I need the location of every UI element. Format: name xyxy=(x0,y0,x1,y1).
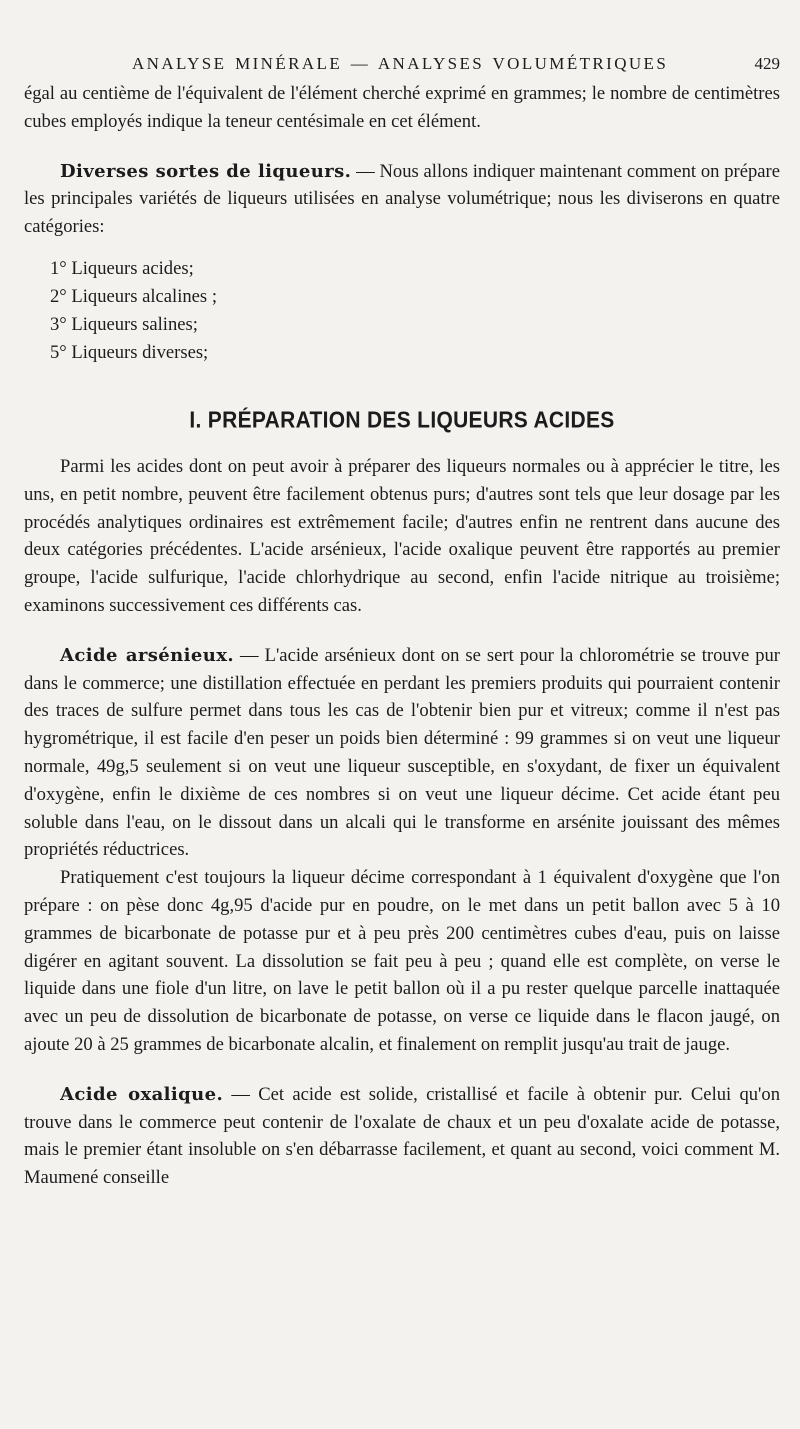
section-heading: I. PRÉPARATION DES LIQUEURS ACIDES xyxy=(189,407,615,434)
list-item: 3° Liqueurs salines; xyxy=(50,313,198,335)
arsenieux-paragraph-2: Pratiquement c'est toujours la liqueur décime correspondant à 1 équivalent d'oxygène que l'on prépare : on pèse donc 4g,95 d'acide pur en poudre, on le met dans un petit ballon avec 5 à 10 grammes de bicarbonate de potasse pur et à peu près 200 centimètres cubes d'eau, puis on laisse digérer en agitant souvent. La dissolution se fait peu à peu ; quand elle est complète, on verse le liquide dans une fiole d'un litre, on lave le petit ballon où il a pu rester quelque parcelle inattaquée avec un peu de dissolution de bicarbonate de potasse, on verse ce liquide dans le flacon jaugé, on ajoute 20 à 25 grammes de bicarbonate alcalin, et finalement on remplit jusqu'au trait de jauge. xyxy=(24,867,780,1055)
arsenieux-lead: Acide arsénieux. xyxy=(60,644,235,666)
oxalique-lead: Acide oxalique. xyxy=(60,1083,224,1105)
liqueurs-list xyxy=(24,255,780,367)
sortes-lead: Diverses sortes de liqueurs. xyxy=(60,160,352,182)
running-head xyxy=(24,50,780,80)
sortes-paragraph xyxy=(24,158,780,241)
oxalique-text: — Cet acide est solide, cristallisé et facile à obtenir pur. Celui qu'on trouve dans le commerce peut contenir de l'oxalate de chaux et un peu d'oxalate acide de potasse, mais le premier étant insoluble on s'en débarrasse facilement, et quant au second, voici comment M. Maumené conseille xyxy=(24,1083,780,1189)
body-text xyxy=(24,80,780,1192)
running-title: ANALYSE MINÉRALE — ANALYSES VOLUMÉTRIQUES xyxy=(132,54,669,73)
list-item: 1° Liqueurs acides; xyxy=(50,257,194,279)
arsenieux-text: — L'acide arsénieux dont on se sert pour la chlorométrie se trouve pur dans le commerce; une distillation effectuée en perdant les premiers produits qui pourraient contenir des traces de sulfure permet dans tous les cas de l'obtenir bien pur et vitreux; comme il n'est pas hygrométrique, il est facile d'en peser un poids bien déterminé : 99 grammes si on veut une liqueur normale, 49g,5 seulement si on veut une liqueur susceptible, en s'oxydant, de fixer un équivalent d'oxygène, enfin le dixième de ces nombres si on veut une liqueur décime. Cet acide étant peu soluble dans l'eau, on le dissout dans un alcali qui le transforme en arsénite jouissant des mêmes propriétés réductrices. xyxy=(24,644,780,861)
sortes-text: — Nous allons indiquer maintenant comment on prépare les principales variétés de liqueurs utilisées en analyse volumétrique; nous les diviserons en quatre catégories: xyxy=(24,160,780,238)
section-paragraph: Parmi les acides dont on peut avoir à préparer des liqueurs normales ou à apprécier le titre, les uns, en petit nombre, peuvent être facilement obtenus purs; d'autres sont tels que leur dosage par les procédés analytiques ordinaires est extrêmement facile; d'autres enfin ne rentrent dans aucune des deux catégories précédentes. L'acide arsénieux, l'acide oxalique peuvent être rapportés au premier groupe, l'acide sulfurique, l'acide chlorhydrique au second, enfin l'acide nitrique au troisième; examinons successivement ces différents cas. xyxy=(24,455,780,616)
list-item: 2° Liqueurs alcalines ; xyxy=(50,285,217,307)
page-number: 429 xyxy=(754,54,780,73)
oxalique-paragraph xyxy=(24,1081,780,1192)
intro-paragraph: égal au centième de l'équivalent de l'élément cherché exprimé en grammes; le nombre de centimètres cubes employés indique la teneur centésimale en cet élément. xyxy=(24,83,780,132)
arsenieux-paragraph xyxy=(24,642,780,864)
list-item: 5° Liqueurs diverses; xyxy=(50,341,209,363)
